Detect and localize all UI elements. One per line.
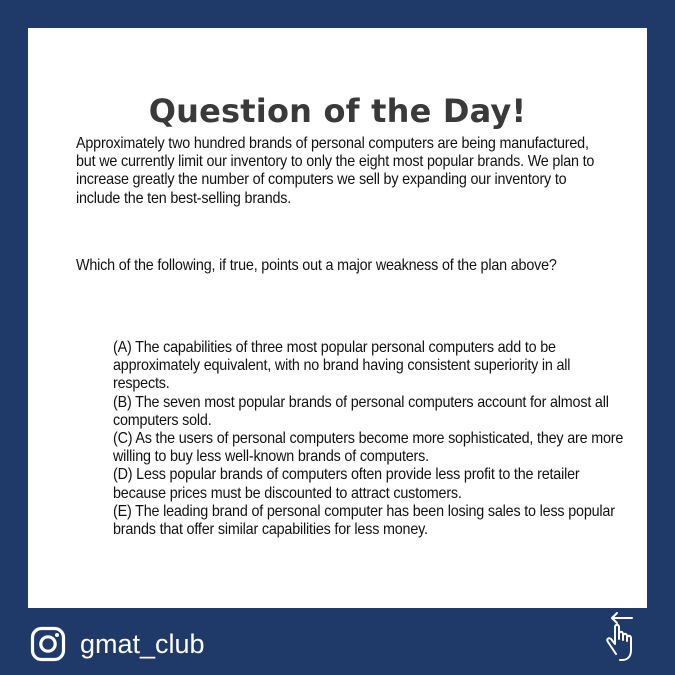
answer-choices: [113, 339, 624, 539]
choice-c: (C) As the users of personal computers become more sophisticated, they are more willing to buy less well-known brands of computers.: [113, 430, 624, 466]
question-card: [28, 28, 647, 608]
choice-b: (B) The seven most popular brands of personal computers account for almost all computers sold.: [113, 393, 609, 429]
question-prompt: Which of the following, if true, points out a major weakness of the plan above?: [76, 257, 557, 274]
choice-e: (E) The leading brand of personal computer has been losing sales to less popular brands that offer similar capabilities for less money.: [113, 502, 615, 539]
choice-d: (D) Less popular brands of computers often provide less profit to the retailer because prices must be discounted to attract customers.: [113, 466, 580, 502]
question-stem: Approximately two hundred brands of personal computers are being manufactured, but we currently limit our inventory to only the eight most popular brands. We plan to increase greatly the number of computers we sell by expanding our inventory to include the ten best-selling brands.: [76, 135, 595, 207]
choice-a: (A) The capabilities of three most popular personal computers add to be approximately equivalent, with no brand having consistent superiority in all respects.: [113, 339, 571, 393]
instagram-handle[interactable]: gmat_club: [80, 629, 205, 659]
swipe-hand-icon: [598, 610, 646, 666]
page-title: Question of the Day!: [148, 92, 527, 130]
instagram-icon[interactable]: [30, 626, 66, 662]
